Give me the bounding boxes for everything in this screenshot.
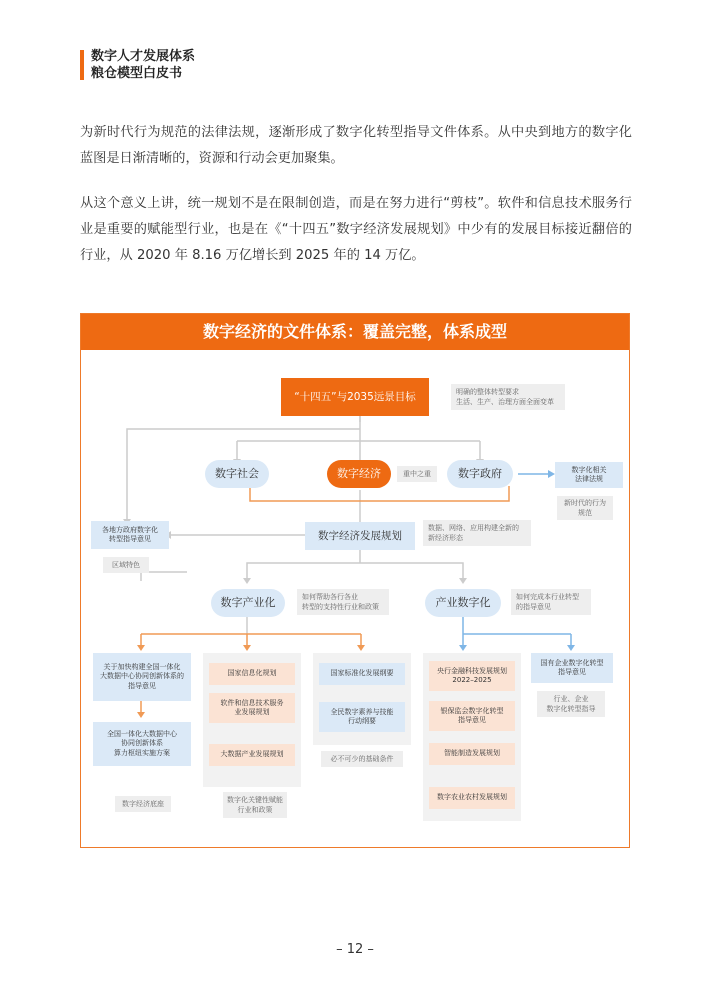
- note-basic-conditions: 必不可少的基础条件: [321, 751, 403, 767]
- box-big-data-plan: 大数据产业发展规划: [209, 744, 295, 766]
- box-cbirc-guidance: 银保监会数字化转型 指导意见: [429, 701, 515, 731]
- box-digital-laws: 数字化相关 法律法规: [555, 462, 623, 488]
- header-title: [91, 48, 291, 82]
- box-national-data-center-guidance: 关于加快构建全国一体化 大数据中心协同创新体系的 指导意见: [93, 653, 191, 701]
- note-enabling-industries: 数字化关键性赋能 行业和政策: [223, 792, 287, 818]
- box-industrial-digitalization: 产业数字化: [425, 589, 501, 617]
- box-fintech-plan: 央行金融科技发展规划 2022–2025: [429, 661, 515, 691]
- paragraph-1: 为新时代行为规范的法律法规，逐渐形成了数字化转型指导文件体系。从中央到地方的数字化蓝图是日渐清晰的，资源和行动会更加聚集。: [80, 125, 632, 166]
- box-digital-literacy: 全民数字素养与技能 行动纲要: [319, 702, 405, 732]
- box-14th-five-year-2035: “十四五”与2035远景目标: [281, 378, 429, 416]
- note-industrialization: 如何帮助各行各业 转型的支持性行业和政策: [297, 589, 389, 615]
- box-software-it-plan: 软件和信息技术服务 业发展规划: [209, 693, 295, 723]
- note-law: 新时代的行为 规范: [557, 496, 613, 520]
- note-digital-foundation: 数字经济底座: [115, 796, 171, 812]
- box-soe-guidance: 国有企业数字化转型 指导意见: [531, 653, 613, 683]
- note-enterprise-guidance: 行业、企业 数字化转型指导: [537, 691, 605, 717]
- box-standardization: 国家标准化发展纲要: [319, 663, 405, 685]
- header-accent-bar: [80, 50, 84, 80]
- box-digital-economy: 数字经济: [327, 460, 391, 488]
- box-national-informatization: 国家信息化规划: [209, 663, 295, 685]
- note-plan: 数据、网络、应用构建全新的 新经济形态: [423, 520, 531, 546]
- box-digital-agriculture: 数字农业农村发展规划: [429, 787, 515, 809]
- infographic-document-system: [80, 313, 630, 848]
- header-title-line2: 粮仓模型白皮书: [91, 66, 183, 81]
- box-smart-manufacturing: 智能制造发展规划: [429, 743, 515, 765]
- box-computing-hub-plan: 全国一体化大数据中心 协同创新体系 算力枢纽实施方案: [93, 722, 191, 766]
- header-title-line1: 数字人才发展体系: [91, 49, 196, 64]
- box-local-gov-guidance: 各地方政府数字化 转型指导意见: [91, 521, 169, 549]
- note-digitalization: 如何完成本行业转型 的指导意见: [511, 589, 591, 615]
- tag-priority: 重中之重: [397, 466, 437, 482]
- infographic-title: 数字经济的文件体系：覆盖完整，体系成型: [81, 314, 629, 350]
- box-digital-government: 数字政府: [447, 460, 513, 488]
- paragraph-2: 从这个意义上讲，统一规划不是在限制创造，而是在努力进行“剪枝”。软件和信息技术服务行业是重要的赋能型行业，也是在《“十四五”数字经济发展规划》中少有的发展目标接近翻倍的行业，从 2020 年 8.16 万亿增长到 2025 年的 14 万亿。: [80, 196, 632, 263]
- note-regional: 区域特色: [103, 557, 149, 573]
- box-digital-economy-plan: 数字经济发展规划: [305, 522, 415, 550]
- page-number: – 12 –: [336, 942, 374, 957]
- note-top: 明确的整体转型要求 生活、生产、治理方面全面变革: [451, 384, 565, 410]
- box-digital-industrialization: 数字产业化: [211, 589, 285, 617]
- box-digital-society: 数字社会: [205, 460, 269, 488]
